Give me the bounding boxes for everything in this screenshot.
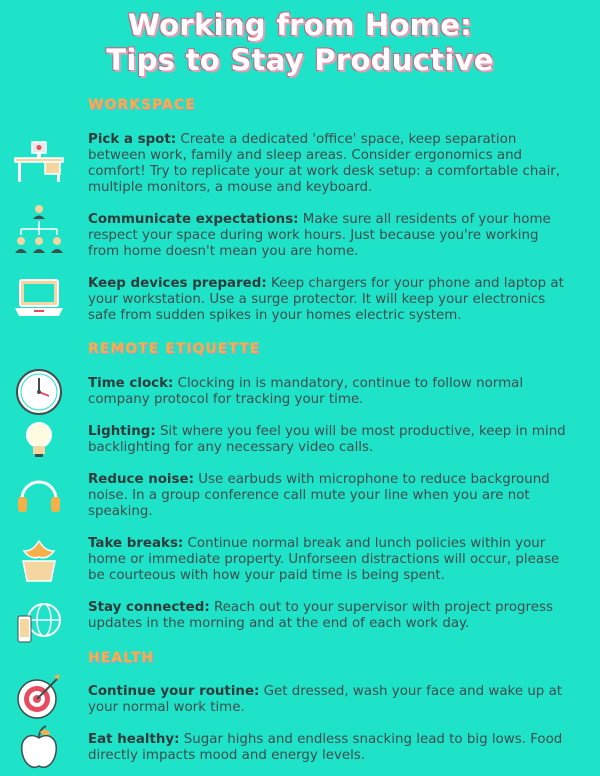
tip-text: Create a dedicated 'office' space, keep separation between work, family and sleep areas. Consider ergonomics and comfort! Try to replicate your at work desk setup: a comfortable chair, multiple monitors, a mouse and keyboard.: [88, 132, 561, 195]
tip-continue-routine: [88, 684, 568, 716]
laptop-icon: [12, 272, 66, 326]
tip-title: Continue your routine:: [88, 684, 260, 699]
tip-text: Make sure all residents of your home respect your space during work hours. Just because you're working from home doesn't mean you are home.: [88, 212, 551, 259]
tip-devices: [88, 276, 568, 324]
tip-title: Pick a spot:: [88, 132, 177, 147]
tip-text: Use earbuds with microphone to reduce background noise. In a group conference call mute your line when you are not speaking.: [88, 472, 550, 519]
tip-title: Lighting:: [88, 424, 156, 439]
lightbulb-icon: [12, 413, 66, 467]
section-workspace: WORKSPACE: [88, 97, 196, 113]
tip-time-clock: [88, 376, 568, 408]
tip-reduce-noise: [88, 472, 568, 520]
tip-title: Communicate expectations:: [88, 212, 299, 227]
phone-globe-icon: [12, 598, 66, 652]
page-title: [0, 8, 600, 78]
tip-lighting: [88, 424, 568, 456]
tip-title: Eat healthy:: [88, 732, 180, 747]
tip-text: Get dressed, wash your face and wake up at your normal work time.: [88, 684, 563, 715]
title-line-1: Working from Home:: [127, 8, 473, 42]
tip-text: Sit where you feel you will be most productive, keep in mind backlighting for any necessary video calls.: [88, 424, 566, 455]
clock-icon: [12, 365, 66, 419]
target-icon: [12, 670, 66, 724]
people-icon: [12, 203, 66, 257]
section-remote-etiquette: REMOTE ETIQUETTE: [88, 341, 261, 357]
tip-title: Take breaks:: [88, 536, 184, 551]
tip-title: Reduce noise:: [88, 472, 194, 487]
tip-communicate: [88, 212, 568, 260]
tip-text: Keep chargers for your phone and laptop at your workstation. Use a surge protector. It will keep your electronics safe from sudden spikes in your homes electric system.: [88, 276, 564, 323]
tip-take-breaks: [88, 536, 568, 584]
desk-icon: [12, 136, 66, 190]
tip-text: Reach out to your supervisor with project progress updates in the morning and at the end of each work day.: [88, 600, 553, 631]
tip-stay-connected: [88, 600, 568, 632]
tip-eat-healthy: [88, 732, 568, 764]
plant-icon: [12, 533, 66, 587]
tip-title: Stay connected:: [88, 600, 210, 615]
apple-icon: [12, 720, 66, 774]
tip-title: Time clock:: [88, 376, 174, 391]
section-health: HEALTH: [88, 650, 154, 666]
title-line-2: Tips to Stay Productive: [106, 43, 494, 77]
tip-text: Sugar highs and endless snacking lead to big lows. Food directly impacts mood and energy levels.: [88, 732, 563, 763]
headphones-icon: [12, 467, 66, 521]
tip-text: Continue normal break and lunch policies within your home or immediate property. Unforseen distractions will occur, please be courteous with how your paid time is being spent.: [88, 536, 560, 583]
tip-text: Clocking in is mandatory, continue to follow normal company protocol for tracking your time.: [88, 376, 524, 407]
tip-title: Keep devices prepared:: [88, 276, 267, 291]
tip-pick-a-spot: [88, 132, 568, 196]
